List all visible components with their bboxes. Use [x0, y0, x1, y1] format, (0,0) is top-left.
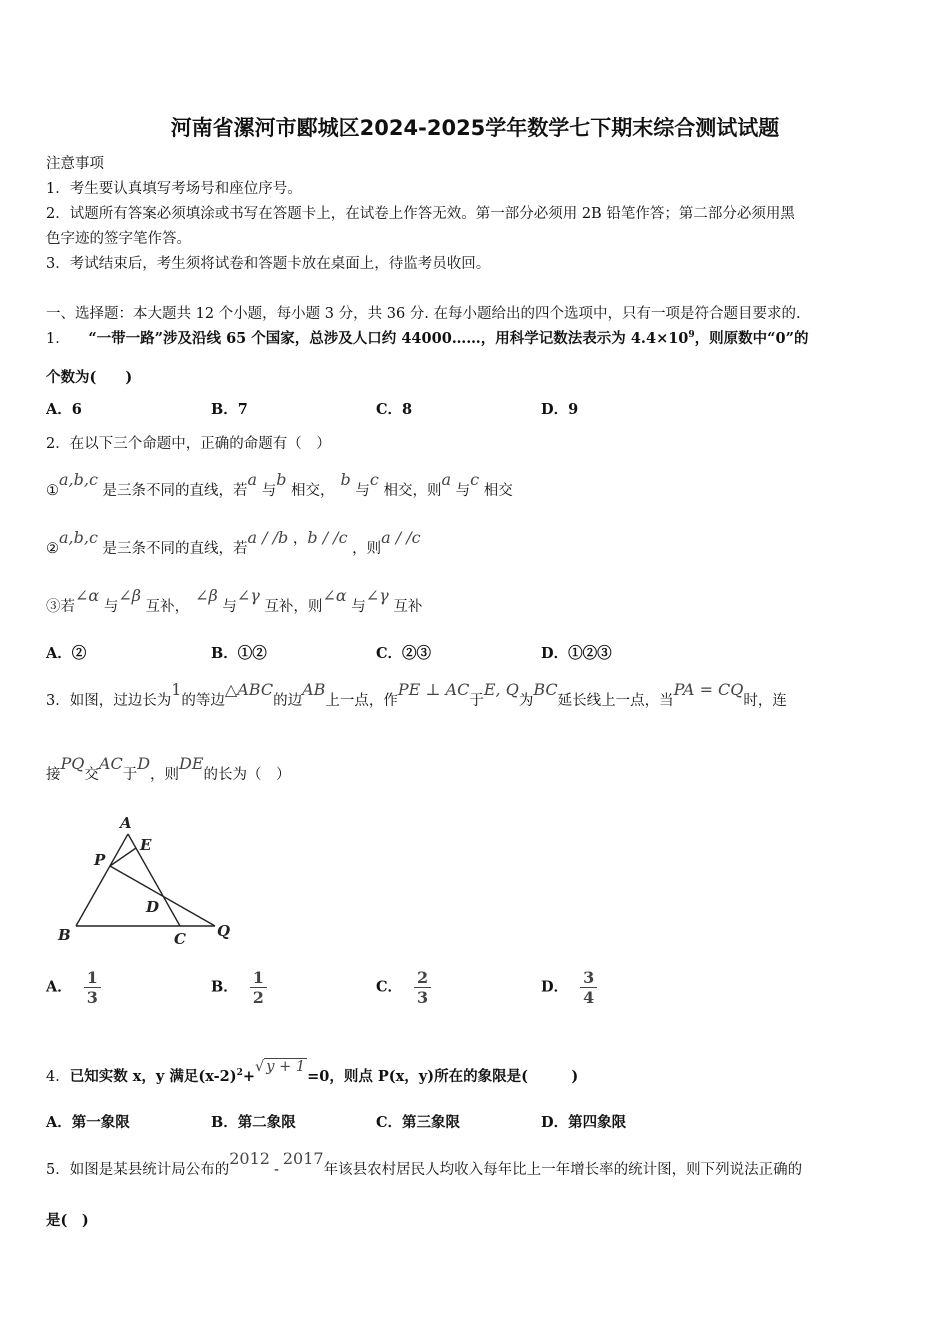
text: ，则	[352, 541, 382, 557]
option-b[interactable]	[211, 968, 267, 1007]
math: a / /b	[247, 528, 289, 547]
question-5	[46, 1149, 803, 1179]
fraction	[250, 968, 267, 1007]
math: b / /c	[307, 528, 348, 547]
option-d[interactable]: D．9	[541, 401, 579, 418]
math: ∠α	[75, 586, 100, 605]
math: 2017	[282, 1149, 324, 1168]
option-b[interactable]: B．第二象限	[211, 1114, 296, 1131]
math: AB	[302, 680, 326, 699]
proposition-1	[46, 470, 513, 500]
question-text: ，则原数中“0”的	[694, 330, 809, 347]
section-heading: 一、选择题：本大题共 12 个小题，每小题 3 分，共 36 分. 在每小题给出的四个选项中，只有一项是符合题目要求的.	[46, 306, 801, 322]
math: ∠β	[195, 586, 218, 605]
text: 相交，	[291, 483, 335, 499]
label-b: B	[58, 926, 71, 944]
fraction	[580, 968, 597, 1007]
exponent: 9	[688, 330, 695, 341]
text: 时，连	[743, 693, 787, 709]
question-3	[46, 680, 906, 710]
text: 已知实数 x，y 满足(x-2)	[69, 1068, 237, 1085]
text: 互补，则	[264, 599, 323, 615]
mark: ③若	[46, 599, 75, 615]
math: 1	[171, 680, 182, 699]
option-label: A．	[46, 978, 72, 996]
radicand: y + 1	[266, 1059, 306, 1075]
text: 于	[122, 767, 138, 783]
math: c	[369, 470, 379, 489]
text: =0，则点 P(x，y)所在的象限是( )	[307, 1068, 579, 1085]
text: 与	[222, 599, 237, 615]
question-1	[46, 327, 808, 348]
math: b	[340, 470, 351, 489]
option-c[interactable]: C．第三象限	[376, 1114, 461, 1131]
option-d[interactable]	[541, 968, 597, 1007]
mark: ①	[46, 483, 59, 499]
text: 为	[518, 693, 534, 709]
question-2: 2．在以下三个命题中，正确的命题有（ ）	[46, 436, 331, 452]
option-a[interactable]	[46, 968, 101, 1007]
text: 与	[351, 599, 366, 615]
question-text: 是( )	[46, 1212, 89, 1229]
math: c	[470, 470, 480, 489]
text: ，	[292, 531, 308, 547]
text: 与	[261, 483, 277, 499]
option-d[interactable]: D．①②③	[541, 645, 612, 662]
question-4	[46, 1059, 579, 1086]
segment-pq	[110, 866, 215, 926]
math: AC	[98, 754, 123, 773]
label-a: A	[120, 814, 132, 832]
label-p: P	[94, 851, 106, 869]
proposition-2	[46, 528, 421, 558]
math: ∠β	[118, 586, 141, 605]
question-number: 3．	[46, 693, 70, 709]
notice-heading: 注意事项	[46, 156, 104, 172]
proposition-3	[46, 586, 423, 616]
option-a[interactable]: A．6	[46, 401, 82, 418]
text: 与	[355, 483, 370, 499]
fraction	[84, 968, 101, 1007]
mark: ②	[46, 541, 59, 557]
question-number: 1．	[46, 331, 70, 347]
math: ∠γ	[236, 586, 260, 605]
denominator: 3	[84, 987, 101, 1007]
text: 延长线上一点，当	[557, 693, 674, 709]
text: 上一点，作	[325, 693, 398, 709]
math: E, Q	[483, 680, 519, 699]
option-b[interactable]: B．7	[211, 401, 248, 418]
numerator: 3	[583, 968, 595, 987]
question-3-line2	[46, 754, 291, 784]
denominator: 2	[250, 987, 267, 1007]
segment-ab	[76, 834, 128, 926]
square-root: √ y + 1	[255, 1059, 306, 1075]
text: 于	[469, 693, 484, 709]
option-b[interactable]: B．①②	[211, 645, 267, 662]
numerator: 1	[252, 968, 264, 987]
question-text: “一带一路”涉及沿线 65 个国家，总涉及人口约 44000……，用科学记数法表示为 4.4×10	[88, 330, 689, 347]
notice-item: 3．考试结束后，考生须将试卷和答题卡放在桌面上，待监考员收回。	[46, 256, 491, 272]
option-c[interactable]	[376, 968, 431, 1007]
text: 相交	[483, 483, 513, 499]
text: 如图，过边长为	[69, 693, 172, 709]
math: a,b,c	[59, 470, 98, 489]
option-label: B．	[211, 978, 238, 996]
math: PE ⊥ AC	[397, 680, 470, 699]
question-text: 个数为( )	[46, 369, 133, 386]
notice-item: 2．试题所有答案必须填涂或书写在答题卡上，在试卷上作答无效。第一部分必须用 2B 铅笔作答；第二部分必须用黑	[46, 206, 795, 222]
question-number: 5．	[46, 1162, 70, 1178]
math: a	[441, 470, 452, 489]
text: ，则	[150, 767, 180, 783]
label-c: C	[174, 930, 186, 948]
math: BC	[533, 680, 558, 699]
math: △ABC	[224, 680, 274, 699]
numerator: 2	[417, 968, 429, 987]
math: DE	[179, 754, 204, 773]
text: 的长为（ ）	[203, 767, 291, 783]
text: 是三条不同的直线，若	[102, 541, 248, 557]
triangle-figure	[50, 808, 250, 953]
page-title: 河南省漯河市郾城区2024-2025学年数学七下期末综合测试试题	[170, 116, 780, 140]
notice-item: 1．考生要认真填写考场号和座位序号。	[46, 181, 302, 197]
text: 接	[46, 767, 61, 783]
option-c[interactable]: C．②③	[376, 645, 432, 662]
text: 相交，则	[383, 483, 442, 499]
math: a	[247, 470, 258, 489]
math: D	[137, 754, 151, 773]
denominator: 3	[414, 987, 431, 1007]
notice-item: 色字迹的签字笔作答。	[46, 231, 191, 247]
option-d[interactable]: D．第四象限	[541, 1114, 627, 1131]
text: 与	[455, 483, 471, 499]
math: a / /c	[381, 528, 421, 547]
option-label: C．	[376, 978, 403, 996]
math: ∠α	[322, 586, 347, 605]
question-number: 4．	[46, 1069, 70, 1085]
math: PQ	[60, 754, 85, 773]
text: 如图是某县统计局公布的	[69, 1162, 230, 1178]
text: 年该县农村居民人均收入每年比上一年增长率的统计图，则下列说法正确的	[323, 1162, 803, 1178]
text: 互补，	[145, 599, 190, 615]
option-c[interactable]: C．8	[376, 401, 413, 418]
text: 的等边	[181, 693, 225, 709]
label-d: D	[146, 898, 160, 916]
text: 互补	[393, 599, 423, 615]
segment-pe	[110, 848, 136, 866]
text: 是三条不同的直线，若	[102, 483, 248, 499]
math: b	[276, 470, 287, 489]
denominator: 4	[580, 987, 597, 1007]
option-a[interactable]: A．②	[46, 645, 87, 662]
exponent: 2	[236, 1068, 243, 1079]
option-a[interactable]: A．第一象限	[46, 1114, 130, 1131]
option-label: D．	[541, 978, 569, 996]
text: 与	[103, 599, 119, 615]
label-e: E	[140, 836, 152, 854]
math: ∠γ	[365, 586, 389, 605]
text: 的边	[273, 693, 303, 709]
math: a,b,c	[59, 528, 98, 547]
numerator: 1	[86, 968, 98, 987]
math: PA = CQ	[673, 680, 744, 699]
fraction	[414, 968, 431, 1007]
math: 2012	[229, 1149, 270, 1168]
text: 交	[84, 767, 99, 783]
text: -	[273, 1162, 279, 1178]
label-q: Q	[217, 922, 231, 940]
text: +	[242, 1068, 256, 1085]
